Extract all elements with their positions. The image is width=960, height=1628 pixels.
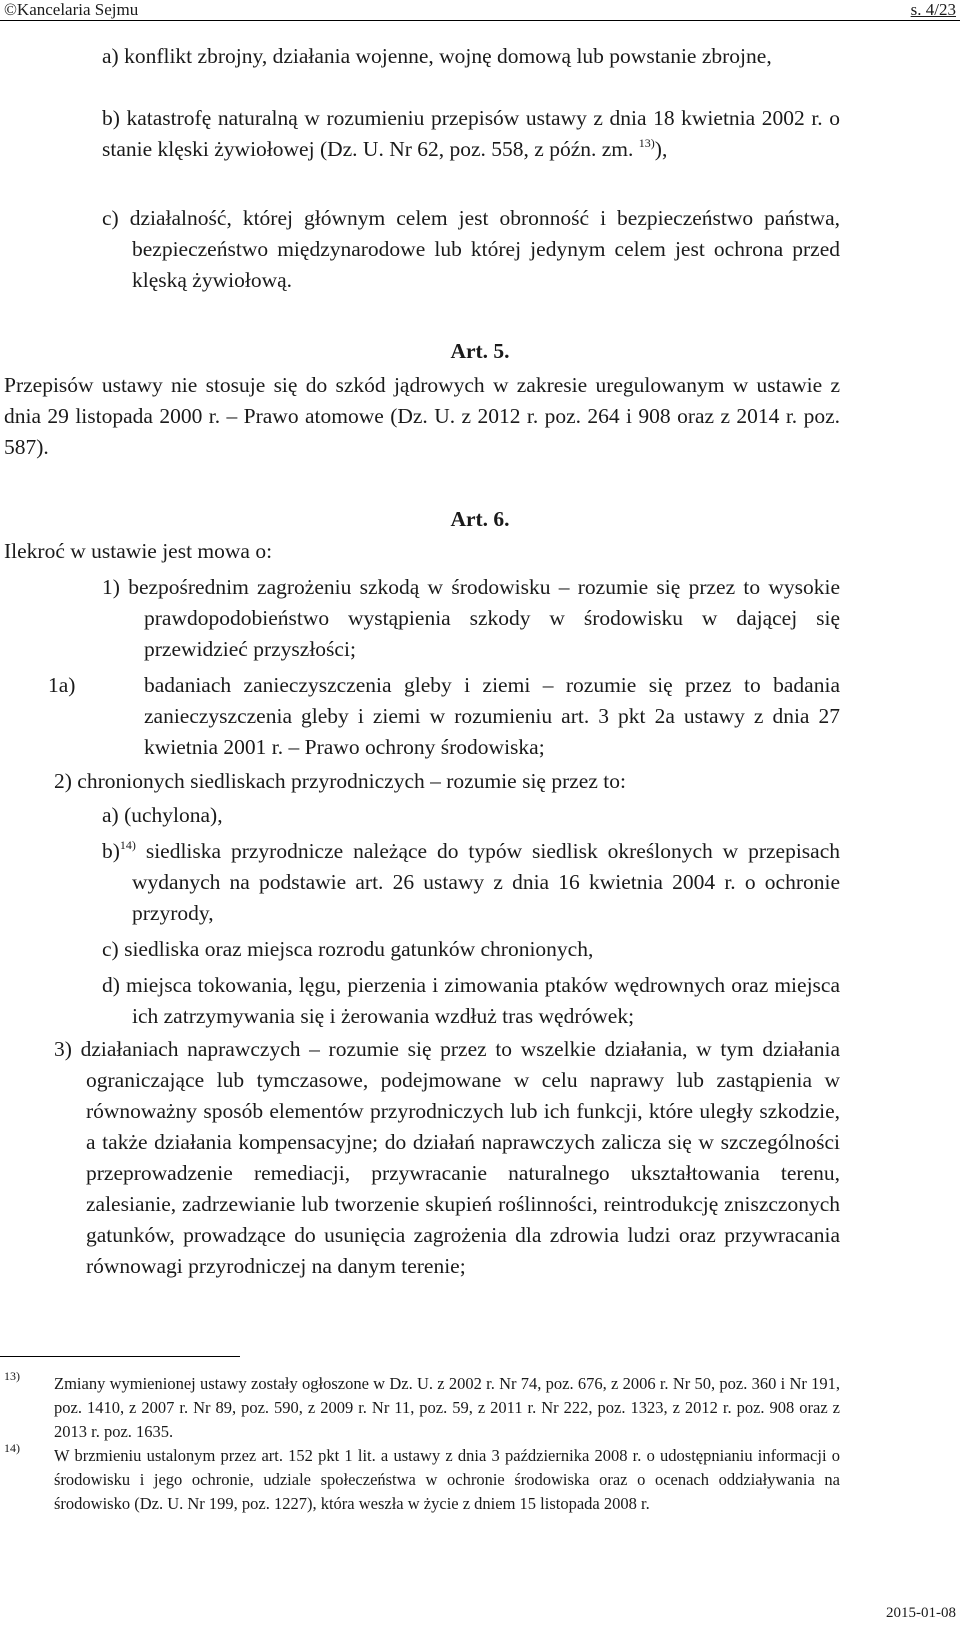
footer-date: 2015-01-08 bbox=[886, 1605, 956, 1621]
item-a bbox=[102, 41, 840, 72]
item-b-text: katastrofę naturalną w rozumieniu przepisów ustawy z dnia 18 kwietnia 2002 r. o stanie klęski żywiołowej (Dz. U. Nr 62, poz. 558, z późn. zm. bbox=[102, 106, 840, 161]
point-2-b-label: b) bbox=[102, 839, 120, 863]
item-b-text-end: ), bbox=[654, 137, 668, 161]
point-2-a bbox=[102, 800, 840, 831]
point-1a-text: badaniach zanieczyszczenia gleby i ziemi – rozumie się przez to badania zanieczyszczenia gleby i ziemi w rozumieniu art. 3 pkt 2a ustawy z dnia 27 kwietnia 2001 r. – Prawo ochrony środowiska; bbox=[144, 673, 840, 759]
point-2-d bbox=[102, 970, 840, 1032]
point-2-b-text: siedliska przyrodnicze należące do typów siedlisk określonych w przepisach wydanych na podstawie art. 26 ustawy z dnia 16 kwietnia 2004 r. o ochronie przyrody, bbox=[132, 839, 840, 925]
point-2-d-label: d) bbox=[102, 973, 120, 997]
point-1a-label: 1a) bbox=[48, 673, 76, 697]
art-5-text: Przepisów ustawy nie stosuje się do szkód jądrowych w zakresie uregulowanym w ustawie z dnia 29 listopada 2000 r. – Prawo atomowe (Dz. U. z 2012 r. poz. 264 i 908 oraz z 2014 r. poz. 587). bbox=[4, 373, 840, 459]
point-3 bbox=[54, 1034, 840, 1282]
point-2-a-text: (uchylona), bbox=[124, 803, 223, 827]
point-3-text: działaniach naprawczych – rozumie się przez to wszelkie działania, w tym działania ograniczające lub tymczasowe, podejmowane w celu naprawy lub zastąpienia w równoważny sposób elementów przyrodniczych lub ich funkcji, które uległy szkodzie, a także działania kompensacyjne; do działań naprawczych zalicza się w szczególności przeprowadzenie remediacji, przywracanie naturalnego ukształtowania terenu, zalesianie, zadrzewianie lub tworzenie skupień roślinności, reintrodukcję zniszczonych gatunków, prowadzące do usunięcia zagrożenia dla zdrowia ludzi oraz przywracania równowagi przyrodniczej na danym terenie; bbox=[80, 1037, 841, 1278]
header-page-number: s. 4/23 bbox=[910, 0, 956, 19]
footnote-14-mark: 14) bbox=[4, 1441, 20, 1455]
point-2-c bbox=[102, 934, 840, 965]
footnote-ref-13: 13) bbox=[638, 136, 655, 150]
item-b-label: b) bbox=[102, 106, 120, 130]
point-2-d-text: miejsca tokowania, lęgu, pierzenia i zimowania ptaków wędrownych oraz miejsca ich zatrzymywania się i żerowania wzdłuż tras wędrówek; bbox=[126, 973, 840, 1028]
header-rule bbox=[0, 20, 960, 21]
item-c-label: c) bbox=[102, 206, 119, 230]
item-c-text: działalność, której głównym celem jest obronność i bezpieczeństwo państwa, bezpieczeństwo międzynarodowe lub której jedynym celem jest ochrona przed klęską żywiołową. bbox=[129, 206, 841, 292]
footnote-ref-14: 14) bbox=[119, 838, 136, 852]
point-3-label: 3) bbox=[54, 1037, 72, 1061]
item-a-label: a) bbox=[102, 44, 119, 68]
point-2-c-label: c) bbox=[102, 937, 119, 961]
item-b bbox=[102, 103, 840, 165]
art-6-intro: Ilekroć w ustawie jest mowa o: bbox=[4, 539, 273, 563]
point-1 bbox=[102, 572, 840, 665]
footnote-separator bbox=[0, 1356, 240, 1357]
point-1-text: bezpośrednim zagrożeniu szkodą w środowisku – rozumie się przez to wysokie prawdopodobieństwo wystąpienia szkody w środowisku w dającej się przewidzieć przyszłości; bbox=[128, 575, 841, 661]
point-1a bbox=[48, 670, 840, 763]
point-2-c-text: siedliska oraz miejsca rozrodu gatunków chronionych, bbox=[124, 937, 594, 961]
footnote-13-mark: 13) bbox=[4, 1369, 20, 1383]
footnote-13-text: Zmiany wymienionej ustawy zostały ogłoszone w Dz. U. z 2002 r. Nr 74, poz. 676, z 2006 r. Nr 50, poz. 360 i Nr 191, poz. 1410, z 2007 r. Nr 89, poz. 590, z 2009 r. Nr 11, poz. 59, z 2011 r. Nr 222, poz. 1323, z 2012 r. poz. 908 oraz z 2013 r. poz. 1635. bbox=[54, 1374, 840, 1441]
point-2-label: 2) bbox=[54, 769, 72, 793]
item-c bbox=[102, 203, 840, 296]
footnote-14-text: W brzmieniu ustalonym przez art. 152 pkt 1 lit. a ustawy z dnia 3 października 2008 r. o udostępnianiu informacji o środowisku i jego ochronie, udziale społeczeństwa w ochronie środowiska oraz o ocenach oddziaływania na środowisko (Dz. U. Nr 199, poz. 1227), która weszła w życie z dniem 15 listopada 2008 r. bbox=[54, 1446, 840, 1513]
point-2-b bbox=[102, 836, 840, 929]
point-1-label: 1) bbox=[102, 575, 120, 599]
point-2-text: chronionych siedliskach przyrodniczych – rozumie się przez to: bbox=[77, 769, 626, 793]
art-5-title: Art. 5. bbox=[450, 339, 510, 363]
point-2-a-label: a) bbox=[102, 803, 119, 827]
item-a-text: konflikt zbrojny, działania wojenne, wojnę domową lub powstanie zbrojne, bbox=[124, 44, 772, 68]
header-copyright: ©Kancelaria Sejmu bbox=[4, 0, 139, 19]
art-6-title: Art. 6. bbox=[450, 507, 510, 531]
point-2 bbox=[54, 766, 840, 797]
